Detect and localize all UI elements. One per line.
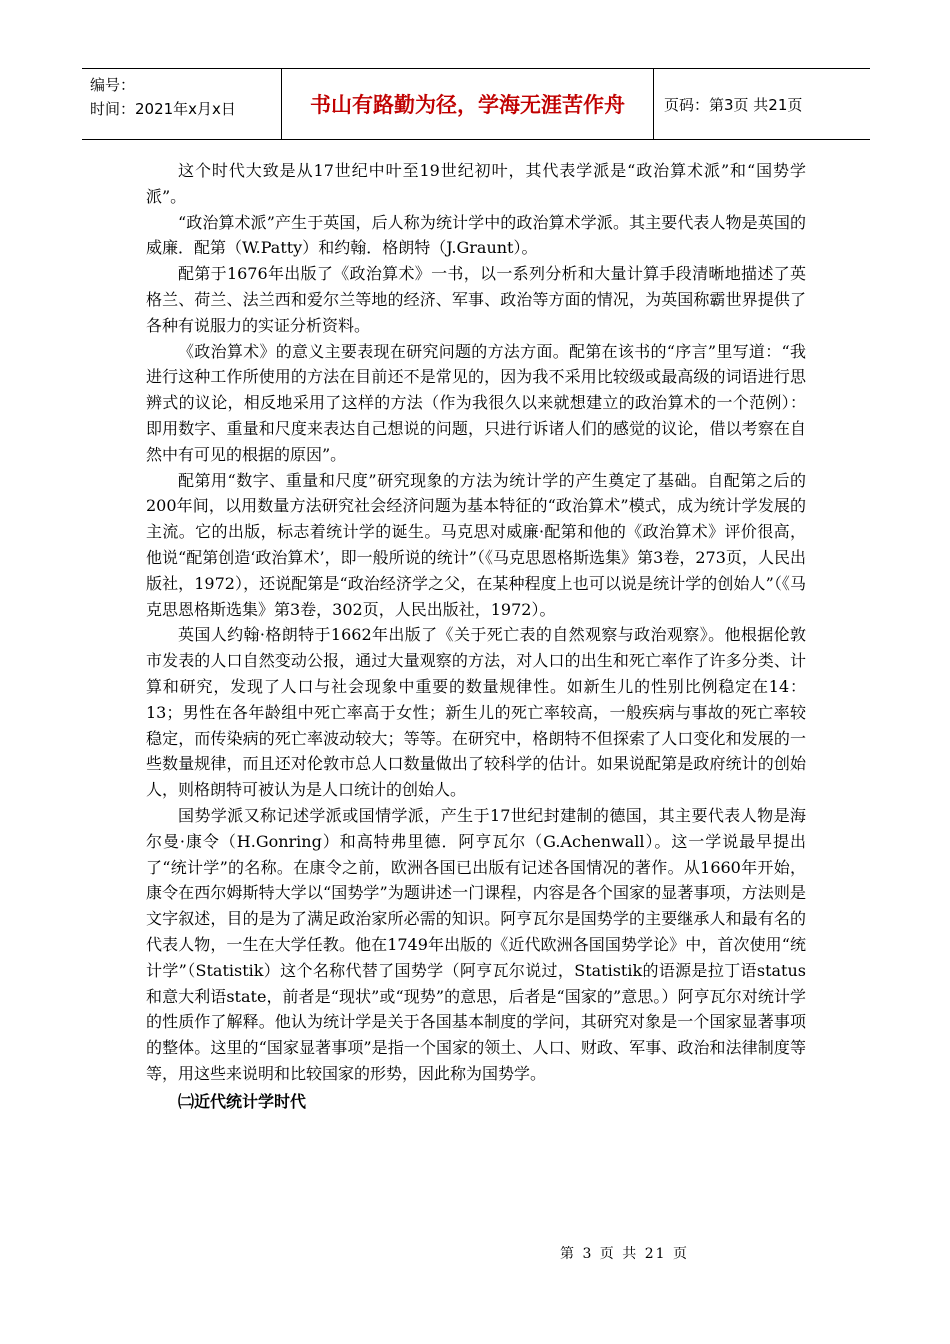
section-heading: ㈡近代统计学时代 (178, 1091, 307, 1111)
paragraph: 英国人约翰·格朗特于1662年出版了《关于死亡表的自然观察与政治观察》。他根据伦敦市发表的人口自然变动公报，通过大量观察的方法，对人口的出生和死亡率作了许多分类、计算和研究，发现了人口与社会现象中重要的数量规律性。如新生儿的性别比例稳定在14：13；男性在各年龄组中死亡率高于女性；新生儿的死亡率较高，一般疾病与事故的死亡率较稳定，而传染病的死亡率波动较大；等等。在研究中，格朗特不但探索了人口变化和发展的一些数量规律，而且还对伦敦市总人口数量做出了较科学的估计。如果说配第是政府统计的创始人，则格朗特可被认为是人口统计的创始人。 (146, 625, 806, 800)
paragraph: 配第用“数字、重量和尺度”研究现象的方法为统计学的产生奠定了基础。自配第之后的200年间，以用数量方法研究社会经济问题为基本特征的“政治算术”模式，成为统计学发展的主流。它的出版，标志着统计学的诞生。马克思对威廉·配第和他的《政治算术》评价很高，他说“配第创造‘政治算术’，即一般所说的统计”（《马克思恩格斯选集》第3卷，273页，人民出版社，1972），还说配第是“政治经济学之父，在某种程度上也可以说是统计学的创始人”（《马克思恩格斯选集》第3卷，302页，人民出版社，1972）。 (146, 470, 806, 619)
header-page-info: 页码：第3页 共21页 (664, 95, 803, 114)
paragraph: “政治算术派”产生于英国，后人称为统计学中的政治算术学派。其主要代表人物是英国的威廉．配第（W.Patty）和约翰．格朗特（J.Graunt）。 (146, 212, 806, 258)
document-time-label: 时间：2021年x月x日 (90, 100, 236, 118)
paragraph: 《政治算术》的意义主要表现在研究问题的方法方面。配第在该书的“序言”里写道：“我进行这种工作所使用的方法在目前还不是常见的，因为我不采用比较级或最高级的词语进行思辨式的议论，相反地采用了这样的方法（作为我很久以来就想建立的政治算术的一个范例）：即用数字、重量和尺度来表达自己想说的问题，只进行诉诸人们的感觉的议论，借以考察在自然中有可见的根据的原因”。 (146, 341, 806, 464)
page-footer: 第 3 页 共 21 页 (560, 1246, 689, 1262)
page-header (82, 68, 870, 140)
header-meta (82, 69, 282, 139)
paragraph: 配第于1676年出版了《政治算术》一书，以一系列分析和大量计算手段清晰地描述了英格兰、荷兰、法兰西和爱尔兰等地的经济、军事、政治等方面的情况，为英国称霸世界提供了各种有说服力的实证分析资料。 (146, 264, 806, 335)
header-motto: 书山有路勤为径，学海无涯苦作舟 (282, 69, 654, 139)
paragraph: 国势学派又称记述学派或国情学派，产生于17世纪封建制的德国，其主要代表人物是海尔曼·康令（H.Gonring）和高特弗里德．阿亨瓦尔（G.Achenwall）。这一学说最早提出了“统计学”的名称。在康令之前，欧洲各国已出版有记述各国情况的著作。从1660年开始，康令在西尔姆斯特大学以“国势学”为题讲述一门课程，内容是各个国家的显著事项，方法则是文字叙述，目的是为了满足政治家所必需的知识。阿亨瓦尔是国势学的主要继承人和最有名的代表人物，一生在大学任教。他在1749年出版的《近代欧洲各国国势学论》中，首次使用“统计学”（Statistik）这个名称代替了国势学（阿亨瓦尔说过，Statistik的语源是拉丁语status和意大利语state，前者是“现状”或“现势”的意思，后者是“国家的”意思。）阿亨瓦尔对统计学的性质作了解释。他认为统计学是关于各国基本制度的学问，其研究对象是一个国家显著事项的整体。这里的“国家显著事项”是指一个国家的领土、人口、财政、军事、政治和法律制度等等，用这些来说明和比较国家的形势，因此称为国势学。 (146, 805, 806, 1083)
document-body (146, 158, 806, 1114)
paragraph: 这个时代大致是从17世纪中叶至19世纪初叶，其代表学派是“政治算术派”和“国势学派”。 (146, 161, 806, 206)
document-number-label: 编号： (90, 76, 136, 94)
